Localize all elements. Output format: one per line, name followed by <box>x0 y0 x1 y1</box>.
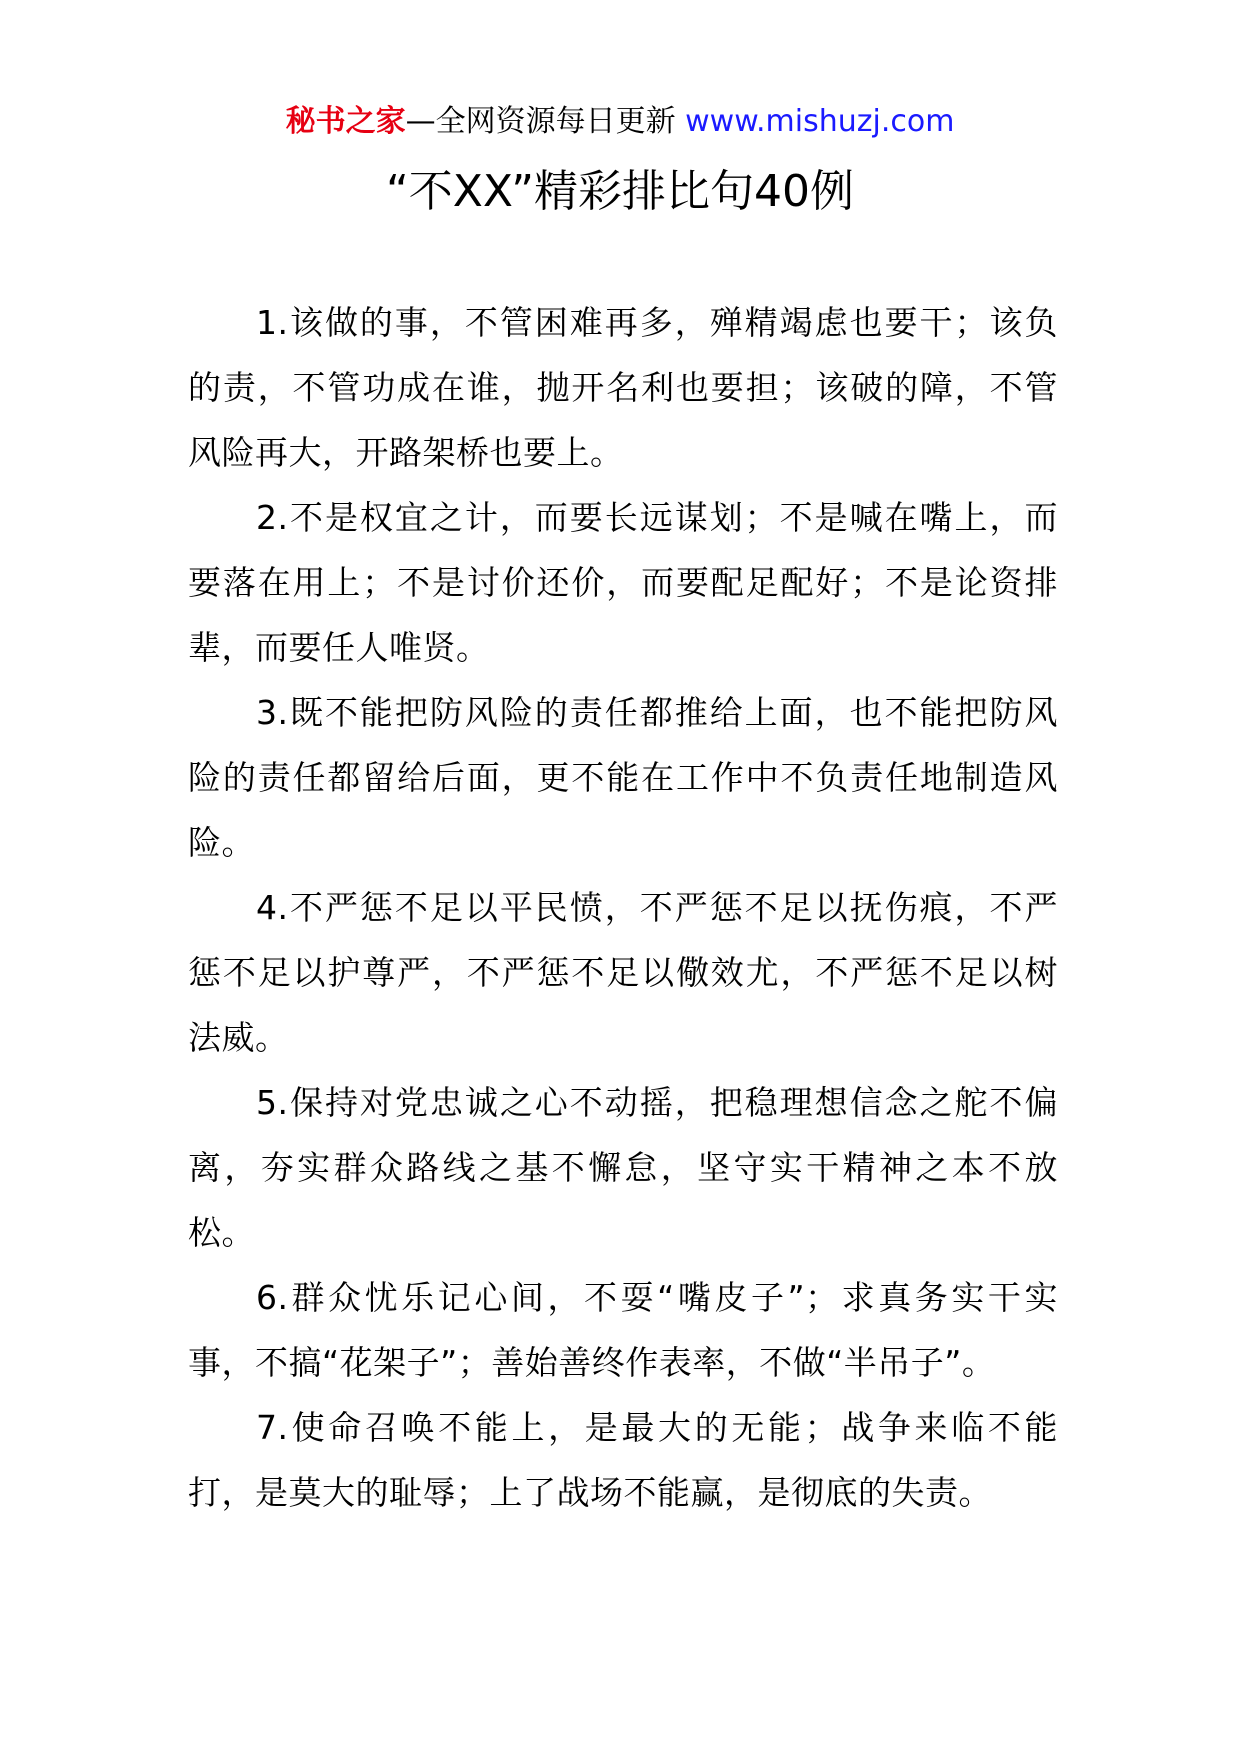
site-tagline: —全网资源每日更新 <box>405 104 676 139</box>
paragraph-5: 5.保持对党忠诚之心不动摇，把稳理想信念之舵不偏离，夯实群众路线之基不懈怠，坚守实干精神之本不放松。 <box>188 1083 1058 1252</box>
site-brand: 秘书之家 <box>285 104 406 139</box>
paragraph-4: 4.不严惩不足以平民愤，不严惩不足以抚伤痕，不严惩不足以护尊严，不严惩不足以儆效尤，不严惩不足以树法威。 <box>188 888 1058 1057</box>
paragraph-7: 7.使命召唤不能上，是最大的无能；战争来临不能打，是莫大的耻辱；上了战场不能赢，是彻底的失责。 <box>188 1408 1058 1512</box>
site-header <box>0 102 1240 142</box>
document-body <box>188 290 1058 1525</box>
document-title: “不XX”精彩排比句40例 <box>385 166 855 217</box>
site-url-link[interactable]: www.mishuzj.com <box>685 104 955 139</box>
paragraph-6: 6.群众忧乐记心间，不耍“嘴皮子”；求真务实干实事，不搞“花架子”；善始善终作表率，不做“半吊子”。 <box>188 1278 1058 1382</box>
paragraph-3: 3.既不能把防风险的责任都推给上面，也不能把防风险的责任都留给后面，更不能在工作中不负责任地制造风险。 <box>188 693 1058 862</box>
paragraph-2: 2.不是权宜之计，而要长远谋划；不是喊在嘴上，而要落在用上；不是讨价还价，而要配足配好；不是论资排辈，而要任人唯贤。 <box>188 498 1058 667</box>
paragraph-1: 1.该做的事，不管困难再多，殚精竭虑也要干；该负的责，不管功成在谁，抛开名利也要担；该破的障，不管风险再大，开路架桥也要上。 <box>188 303 1058 472</box>
